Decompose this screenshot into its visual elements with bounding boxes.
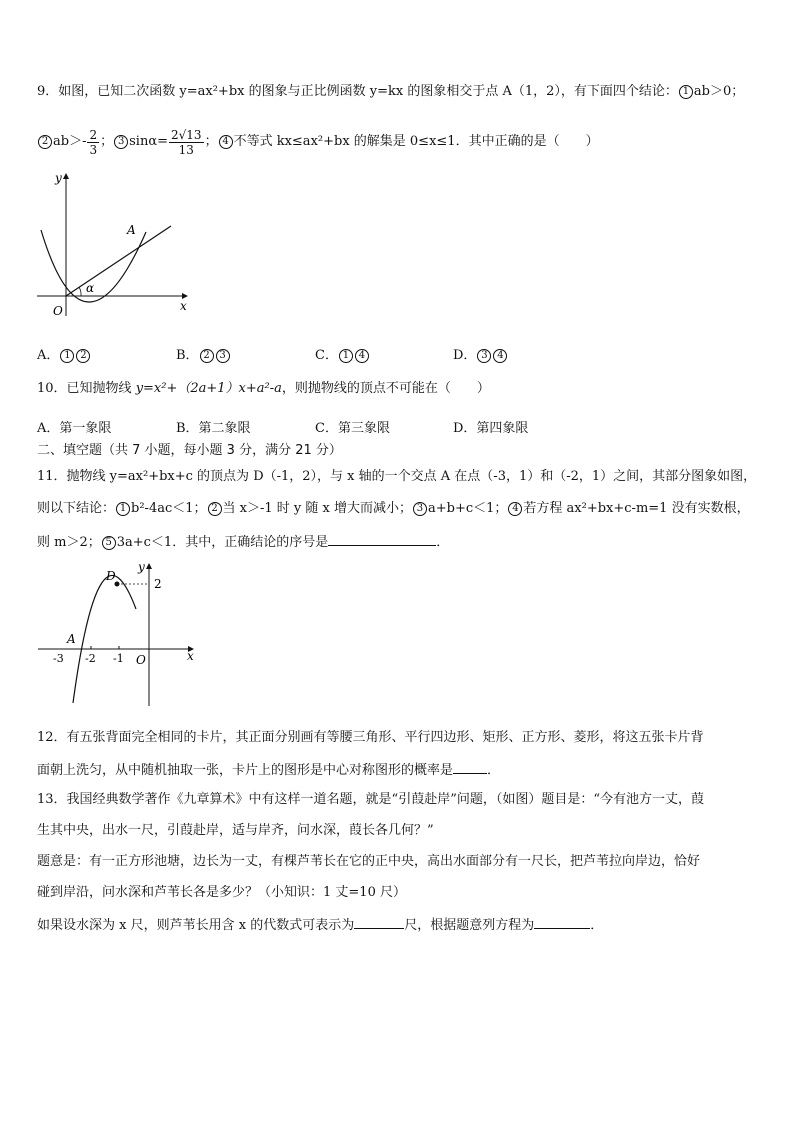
q13-line2: 生其中央，出水一尺，引葭赴岸，适与岸齐，问水深，葭长各几何？” <box>37 823 434 838</box>
point-a-label: A <box>67 632 76 646</box>
q9-option-b[interactable] <box>176 344 231 363</box>
q11-line1: 11．抛物线 y=ax²+bx+c 的顶点为 D（-1，2），与 x 轴的一个交点 A 在点（-3，1）和（-2，1）之间，其部分图象如图， <box>37 469 757 484</box>
q13-line1: 13．我国经典数学著作《九章算术》中有这样一道名题，就是“引葭赴岸”问题，（如图）题目是：“今有池方一丈，葭 <box>37 792 704 807</box>
tick-label-neg2: -2 <box>85 652 96 665</box>
circled-number: 3 <box>477 349 491 363</box>
q9-conclusion-2: ab＞- <box>53 134 87 149</box>
q11-conclusion-4: 若方程 ax²+bx+c-m=1 没有实数根， <box>523 501 750 516</box>
q10-option-c[interactable]: C．第三象限 <box>315 421 390 436</box>
circled-number: 2 <box>200 349 214 363</box>
q13-text: 如果设水深为 x 尺，则芦苇长用含 x 的代数式可表示为 <box>37 918 355 933</box>
q9-stem-text: 9．如图，已知二次函数 y=ax²+bx 的图象与正比例函数 y=kx 的图象相交于点 A（1，2），有下面四个结论： <box>37 84 678 99</box>
q11-conclusion-5: 3a+c＜1．其中，正确结论的序号是 <box>116 535 329 550</box>
q12-line1: 12．有五张背面完全相同的卡片，其正面分别画有等腰三角形、平行四边形、矩形、正方形、菱形，将这五张卡片背 <box>37 730 704 745</box>
q9-conclusion-3: sinα= <box>129 134 168 149</box>
q12-text: 面朝上洗匀，从中随机抽取一张，卡片上的图形是中心对称图形的概率是 <box>37 763 454 778</box>
punctuation: ． <box>436 535 450 550</box>
q9-option-a[interactable] <box>37 344 91 363</box>
option-letter: B． <box>176 348 199 363</box>
proportional-line <box>66 226 171 296</box>
circled-number: 2 <box>38 135 52 149</box>
q10-text-c: ，则抛物线的顶点不可能在（ ） <box>281 381 490 396</box>
q11-conclusion-2: 当 x＞-1 时 y 随 x 增大而减小； <box>222 501 412 516</box>
q13-line4: 碰到岸沿，问水深和芦苇长各是多少？（小知识：1 丈=10 尺） <box>37 885 406 900</box>
alpha-label: α <box>86 281 95 295</box>
answer-blank[interactable] <box>354 916 404 929</box>
circled-number: 5 <box>102 536 116 550</box>
separator: ； <box>100 134 114 149</box>
fraction-denominator: 13 <box>178 142 194 157</box>
fraction <box>169 128 204 157</box>
tick-label-neg1: -1 <box>113 652 124 665</box>
q11-line2 <box>37 501 750 517</box>
angle-arc <box>79 287 81 296</box>
q10-option-b[interactable]: B．第二象限 <box>176 421 251 436</box>
fraction-denominator: 3 <box>89 142 98 157</box>
circled-number: 1 <box>679 85 693 99</box>
y-axis-label: y <box>138 560 145 574</box>
fraction-numerator: 2 <box>89 127 98 142</box>
fraction <box>87 128 99 157</box>
q10-text-a: 10．已知抛物线 <box>37 381 136 396</box>
circled-number: 3 <box>413 502 427 516</box>
q9-option-d[interactable] <box>453 344 508 363</box>
point-a-label: A <box>127 223 136 237</box>
q11-conclusion-3: a+b+c＜1； <box>427 501 508 516</box>
circled-number: 4 <box>355 349 369 363</box>
x-axis-label: x <box>180 299 187 313</box>
q10-option-a[interactable]: A．第一象限 <box>37 421 112 436</box>
option-letter: A． <box>37 348 60 363</box>
origin-label: O <box>136 653 146 667</box>
q11-text: 则以下结论： <box>37 501 116 516</box>
q12-line2 <box>37 761 500 779</box>
q13-line5 <box>37 916 603 934</box>
q10-stem <box>37 381 490 397</box>
vertex-label: D <box>106 569 116 583</box>
q13-text: 尺，根据题意列方程为 <box>404 918 535 933</box>
option-letter: D． <box>453 348 477 363</box>
circled-number: 2 <box>208 502 222 516</box>
parabola-curve <box>73 575 136 703</box>
answer-blank[interactable] <box>328 533 436 546</box>
q9-graph <box>35 168 195 320</box>
q13-line3: 题意是：有一正方形池塘，边长为一丈，有棵芦苇长在它的正中央，高出水面部分有一尺长，把芦苇拉向岸边，恰好 <box>37 854 701 869</box>
circled-number: 1 <box>60 349 74 363</box>
value-2-label: 2 <box>154 577 162 591</box>
punctuation: ． <box>590 918 604 933</box>
y-axis-label: y <box>55 171 62 185</box>
q10-formula: y=x²+（2a+1）x+a²-a <box>135 381 282 396</box>
answer-blank[interactable] <box>453 761 487 774</box>
q9-conclusion-4: 不等式 kx≤ax²+bx 的解集是 0≤x≤1．其中正确的是（ ） <box>233 134 599 149</box>
circled-number: 4 <box>219 135 233 149</box>
circled-number: 3 <box>114 135 128 149</box>
option-letter: C． <box>315 348 338 363</box>
circled-number: 2 <box>76 349 90 363</box>
origin-label: O <box>53 304 63 318</box>
q11-conclusion-4-tail: 则 m＞2； <box>37 535 101 550</box>
q11-conclusion-1: b²-4ac＜1； <box>131 501 207 516</box>
q9-line1 <box>37 84 744 100</box>
punctuation: ． <box>487 763 501 778</box>
fraction-numerator: 2√13 <box>171 127 202 142</box>
q9-conclusion-1: ab＞0； <box>693 84 745 99</box>
circled-number: 1 <box>339 349 353 363</box>
section-heading: 二、填空题（共 7 小题，每小题 3 分，满分 21 分） <box>37 443 342 458</box>
q11-graph <box>35 560 200 710</box>
q10-option-d[interactable]: D．第四象限 <box>453 421 529 436</box>
q11-line3 <box>37 533 449 551</box>
circled-number: 3 <box>216 349 230 363</box>
circled-number: 4 <box>508 502 522 516</box>
circled-number: 1 <box>116 502 130 516</box>
separator: ； <box>204 134 218 149</box>
q9-line2 <box>37 125 599 159</box>
q9-option-c[interactable] <box>315 344 370 363</box>
answer-blank[interactable] <box>534 916 590 929</box>
circled-number: 4 <box>493 349 507 363</box>
tick-label-neg3: -3 <box>53 652 64 665</box>
x-axis-label: x <box>187 649 194 663</box>
